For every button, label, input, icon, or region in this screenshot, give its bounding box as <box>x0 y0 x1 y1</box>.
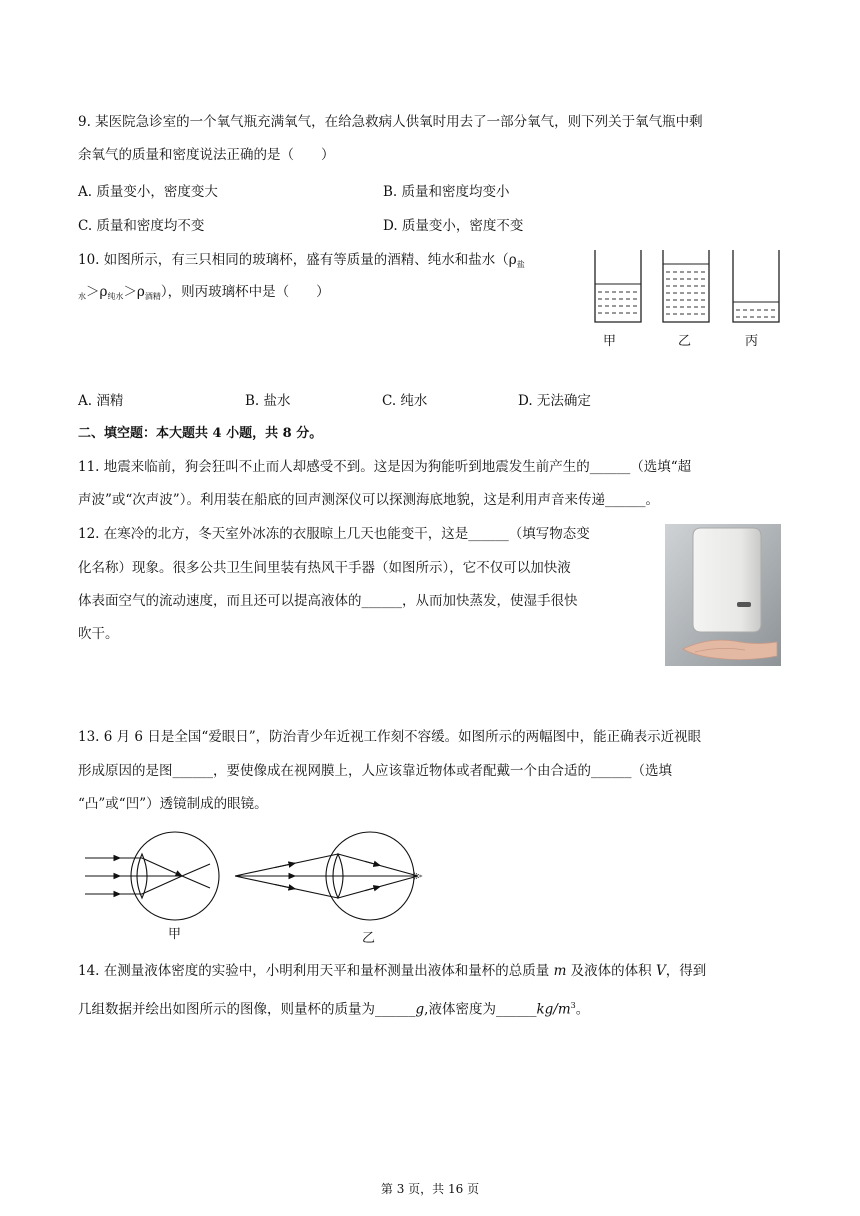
page-footer: 第 3 页，共 16 页 <box>380 1182 480 1196</box>
q14-line2: 几组数据并绘出如图所示的图像，则量杯的质量为______g,液体密度为$\_\_\_\_\_\_kg/m^3$。 <box>78 1001 590 1018</box>
q10-option-c: C. 纯水 <box>382 393 428 409</box>
q12-line4: 吹干。 <box>78 626 119 642</box>
cup-jia <box>595 250 641 322</box>
hand-dryer-photo <box>665 524 781 666</box>
q13-line2: 形成原因的是图______，要使像成在视网膜上，人应该靠近物体或者配戴一个由合适的______（选填 <box>78 763 672 779</box>
q9-option-c: C. 质量和密度均不变 <box>78 218 205 234</box>
q9-option-a: A. 质量变小，密度变大 <box>78 184 218 200</box>
eye-diagrams <box>80 824 430 924</box>
q9-option-b: B. 质量和密度均变小 <box>383 184 510 200</box>
q13-line1: 13. 6 月 6 日是全国“爱眼日”，防治青少年近视工作刻不容缓。如图所示的两幅图中，能正确表示近视眼 <box>78 729 702 745</box>
q11-line1: 11. 地震来临前，狗会狂叫不止而人却感受不到。这是因为狗能听到地震发生前产生的______（选填“超 <box>78 459 692 475</box>
q9-option-d: D. 质量变小，密度不变 <box>383 218 524 234</box>
q12-line2: 化名称）现象。很多公共卫生间里装有热风干手器（如图所示），它不仅可以加快液 <box>78 560 571 576</box>
q14-line1: 14. 在测量液体密度的实验中，小明利用天平和量杯测量出液体和量杯的总质量 m 及液体的体积 V，得到 <box>78 963 707 979</box>
q10-line2: $_水>\rho_{纯水}>\rho_{酒精}$），则丙玻璃杯中是（ ） <box>78 284 330 301</box>
cup-yi <box>663 250 709 322</box>
q10-option-a: A. 酒精 <box>78 393 124 409</box>
q9-line2: 余氧气的质量和密度说法正确的是（ ） <box>78 147 335 163</box>
q12-line3: 体表面空气的流动速度，而且还可以提高液体的______，从而加快蒸发，使湿手很快 <box>78 593 578 609</box>
cup-label-bing: 丙 <box>745 334 759 349</box>
q10-cups-figure <box>585 248 785 328</box>
section-heading: 二、填空题：本大题共 4 小题，共 8 分。 <box>78 426 323 441</box>
cup-bing <box>733 250 779 322</box>
q9-line1: 9. 某医院急诊室的一个氧气瓶充满氧气，在给急救病人供氧时用去了一部分氧气，则下列关于氧气瓶中剩 <box>78 114 703 130</box>
q11-line2: 声波”或“次声波”）。利用装在船底的回声测深仪可以探测海底地貌，这是利用声音来传递______。 <box>78 492 659 508</box>
eye-label-yi: 乙 <box>362 931 376 946</box>
q13-line3: “凸”或“凹”）透镜制成的眼镜。 <box>78 796 268 812</box>
cup-label-yi: 乙 <box>678 334 692 349</box>
eye-label-jia: 甲 <box>168 927 182 942</box>
q10-option-d: D. 无法确定 <box>518 393 591 409</box>
cup-label-jia: 甲 <box>603 334 617 349</box>
q10-option-b: B. 盐水 <box>245 393 291 409</box>
q10-line1: 10. 如图所示，有三只相同的玻璃杯，盛有等质量的酒精、纯水和盐水（$\rho_盐$ <box>78 252 525 269</box>
q12-line1: 12. 在寒冷的北方，冬天室外冰冻的衣服晾上几天也能变干，这是______（填写物态变 <box>78 526 590 542</box>
